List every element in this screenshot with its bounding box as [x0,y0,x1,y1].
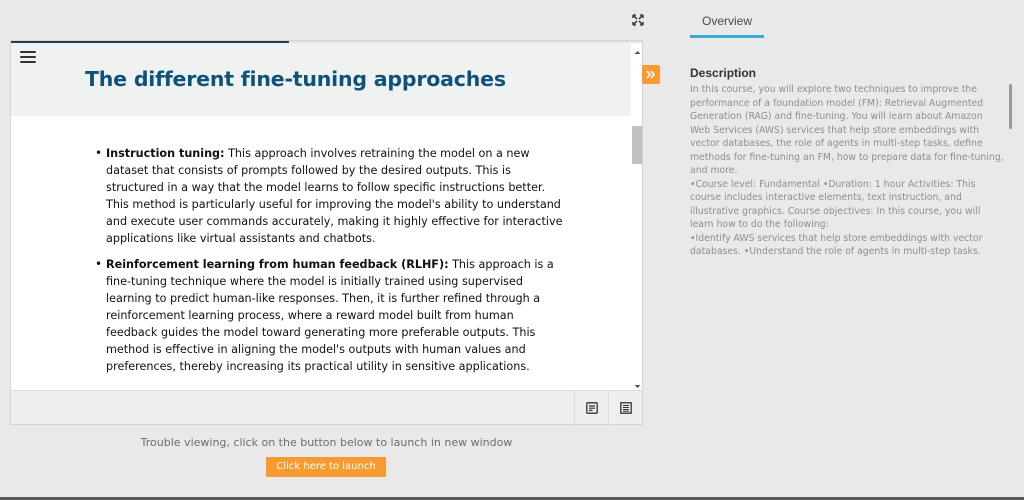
transcript-button[interactable] [608,391,642,425]
slide-body [11,116,631,389]
launch-button[interactable]: Click here to launch [266,457,386,477]
notes-button[interactable] [574,391,608,425]
bullet-text: This approach involves retraining the model on a new dataset that consists of prompts followed by the desired outputs. This is structured in a way that the model learns to follow specific instructions better. This method is particularly useful for improving the model's ability to understand and execute user commands accurately, making it highly effective for interactive applications like virtual assistants and chatbots. [106,147,563,245]
bullet-term: Reinforcement learning from human feedback (RLHF): [106,258,449,271]
scrollbar-thumb[interactable] [632,126,642,164]
tab-overview[interactable] [690,8,764,38]
description-text: In this course, you will explore two techniques to improve the performance of a foundation model (FM): Retrieval Augmented Generation (RAG) and fine-tuning. You will learn about Amazon Web Services (AWS) services that help store embeddings with vector databases, the role of agents in multi-step tasks, define methods for fine-tuning an FM, how to prepare data for fine-tuning, and more. •Course level: Fundamental •Duration: 1 hour Activities: This course includes interactive elements, text instruction, and illustrative graphics. Course objectives: In this course, you will learn how to do the following: •Identify AWS services that help store embeddings with vector databases. •Understand the role of agents in multi-step tasks. [690,84,1004,257]
notes-icon [586,402,598,414]
scroll-down-arrow[interactable] [633,378,642,387]
tab-underline [690,35,764,38]
list-item [106,256,566,375]
bullet-term: Instruction tuning: [106,147,225,160]
course-player [10,40,643,425]
menu-icon[interactable] [20,51,36,65]
description-scrollbar[interactable] [1009,84,1012,129]
description-panel [690,83,1008,257]
trouble-viewing-text: Trouble viewing, click on the button below to launch in new window [140,436,513,449]
slide-header [11,43,631,116]
player-footer [11,390,642,424]
bullet-list [106,145,566,384]
collapse-arrows-icon [646,70,656,79]
bullet-text: This approach is a fine-tuning technique where the model is initially trained using supervised learning to predict human-like responses. Then, it is further refined through a reinforcement learning process, where a reward model built from human feedback guides the model toward generating more preferable outputs. This method is effective in aligning the model's outputs with human values and preferences, thereby increasing its practical utility in sensitive applications. [106,258,554,373]
collapse-panel-button[interactable] [642,65,660,84]
scroll-up-arrow[interactable] [633,44,642,53]
transcript-icon [620,402,632,414]
expand-icon[interactable] [630,12,646,28]
slide-title: The different fine-tuning approaches [85,67,506,91]
list-item [106,145,566,247]
description-heading: Description [690,66,757,80]
tab-label: Overview [701,14,752,28]
